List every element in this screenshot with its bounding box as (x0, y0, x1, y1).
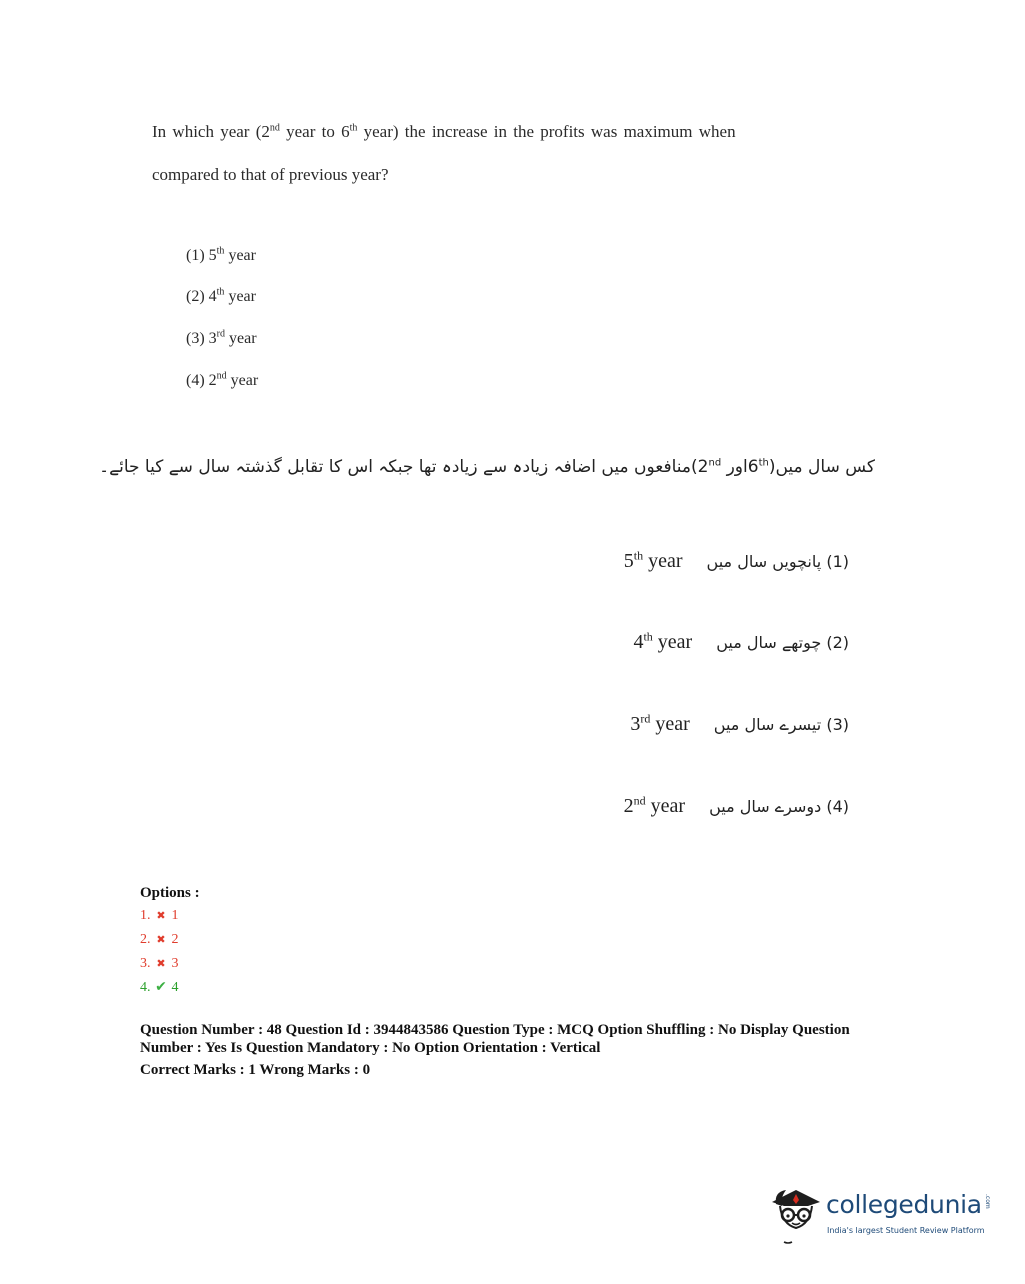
option-year (624, 550, 683, 573)
option-en-1 (186, 247, 256, 265)
answer-option-2 (140, 932, 179, 948)
question-urdu-ordinal: 2 (697, 457, 709, 477)
ordinal-suffix: th (633, 548, 644, 563)
option-ordinal: 2 (208, 372, 217, 389)
ordinal-suffix: th (349, 122, 358, 134)
option-urdu-text: پانچویں سال میں (706, 552, 822, 571)
option-word: year (226, 372, 259, 389)
option-number: (2) (826, 633, 849, 652)
collegedunia-logo[interactable] (766, 1180, 996, 1250)
option-word: year (224, 288, 256, 305)
option-ordinal: 3 (630, 713, 641, 735)
answer-option-value: 1 (171, 908, 179, 923)
question-text: In which year (2 (152, 122, 270, 141)
option-number: (3) (186, 330, 205, 347)
logo-tagline: India's largest Student Review Platform (827, 1226, 985, 1235)
answer-option-label: 1. (140, 908, 151, 923)
check-icon: ✔ (155, 979, 167, 995)
logo-brand-text: collegedunia (826, 1190, 982, 1219)
ordinal-suffix: th (758, 457, 769, 469)
option-year (624, 795, 685, 818)
options-title: Options : (140, 885, 200, 901)
answer-option-value: 4 (171, 980, 179, 995)
option-ordinal: 3 (208, 330, 217, 347)
question-meta-line-2: Number : Yes Is Question Mandatory : No Option Orientation : Vertical (140, 1040, 601, 1056)
answer-option-4 (140, 979, 179, 996)
ordinal-suffix: nd (633, 793, 646, 808)
ordinal-suffix: nd (708, 457, 722, 469)
option-ordinal: 4 (208, 288, 217, 305)
option-ur-1 (624, 550, 849, 573)
option-ordinal: 5 (623, 550, 634, 572)
logo-brand-suffix: .com (984, 1194, 991, 1209)
question-urdu-text: اور (721, 457, 748, 477)
answer-option-label: 3. (140, 956, 151, 971)
option-word: year (652, 631, 693, 653)
option-year (633, 631, 692, 654)
option-number: (1) (186, 247, 205, 264)
option-urdu-text: دوسرے سال میں (709, 797, 822, 816)
cross-icon: ✖ (156, 909, 166, 922)
ordinal-suffix: th (643, 629, 653, 644)
option-word: year (650, 713, 690, 735)
ordinal-suffix: rd (640, 711, 651, 726)
question-meta-marks: Correct Marks : 1 Wrong Marks : 0 (140, 1062, 371, 1078)
option-ur-3 (630, 713, 849, 736)
option-number: (1) (826, 552, 849, 571)
option-word: year (225, 330, 257, 347)
option-en-3 (186, 330, 257, 348)
answer-option-label: 4. (140, 980, 151, 995)
option-ordinal: 5 (208, 247, 217, 264)
option-urdu-text: تیسرے سال میں (713, 715, 822, 734)
cross-icon: ✖ (156, 957, 166, 970)
question-meta-line-1: Question Number : 48 Question Id : 3944843586 Question Type : MCQ Option Shuffling : No Display Question (140, 1022, 850, 1038)
question-urdu-text: )منافعوں میں اضافہ زیادہ سے زیادہ تھا جبکہ اس کا تقابل گذشتہ سال سے کیا جائے۔ (99, 457, 698, 477)
option-en-2 (186, 288, 256, 306)
option-word: year (643, 550, 683, 572)
option-ordinal: 2 (623, 795, 634, 817)
question-line-2: compared to that of previous year? (152, 165, 389, 184)
answer-option-value: 2 (171, 932, 179, 947)
mascot-icon (766, 1180, 826, 1252)
question-text: year) the increase in the profits was maximum when (357, 122, 736, 141)
option-ur-2 (633, 631, 849, 654)
question-urdu (99, 456, 875, 477)
answer-option-1 (140, 908, 179, 924)
option-ordinal: 4 (633, 631, 644, 653)
option-en-4 (186, 372, 258, 390)
option-urdu-text: چوتھے سال میں (716, 633, 822, 652)
ordinal-suffix: rd (216, 328, 225, 340)
option-number: (3) (826, 715, 849, 734)
question-urdu-text: کس سال میں( (768, 457, 875, 477)
question-line-1 (152, 122, 736, 142)
ordinal-suffix: nd (269, 122, 280, 134)
ordinal-suffix: th (216, 286, 225, 298)
ordinal-suffix: nd (216, 370, 227, 382)
answer-option-3 (140, 956, 179, 972)
cross-icon: ✖ (156, 933, 166, 946)
answer-option-value: 3 (171, 956, 179, 971)
question-urdu-ordinal: 6 (747, 457, 759, 477)
answer-option-label: 2. (140, 932, 151, 947)
option-number: (4) (826, 797, 849, 816)
option-word: year (224, 247, 256, 264)
question-text: year to 6 (279, 122, 350, 141)
option-number: (2) (186, 288, 205, 305)
option-ur-4 (624, 795, 849, 818)
ordinal-suffix: th (216, 245, 225, 257)
option-year (630, 713, 689, 736)
option-word: year (645, 795, 686, 817)
option-number: (4) (186, 372, 205, 389)
